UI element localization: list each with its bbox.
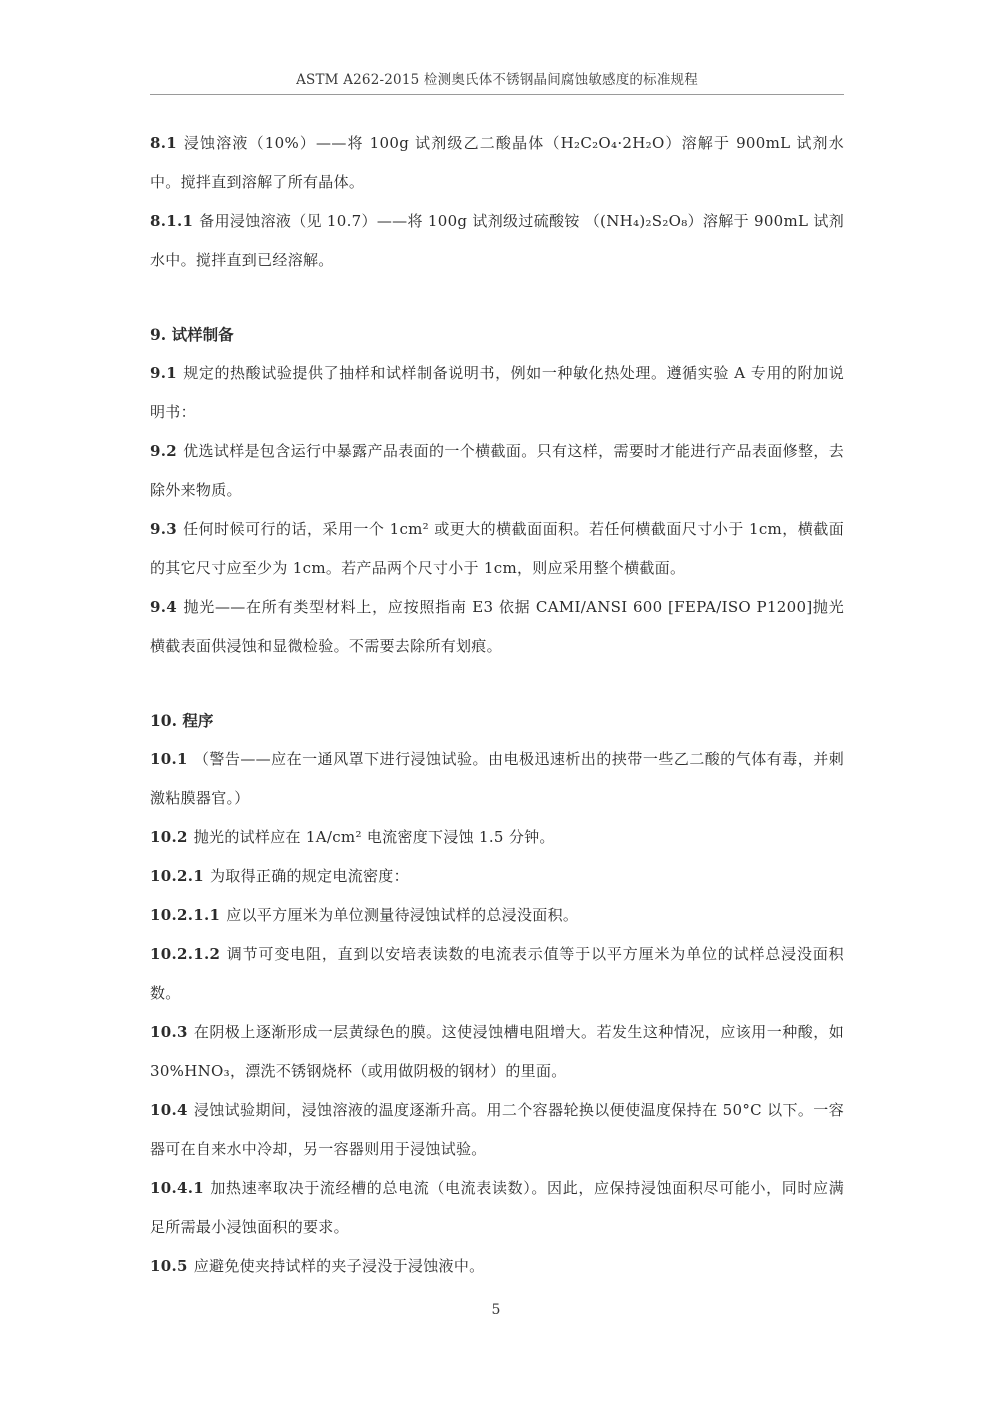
clause-text: 在阴极上逐渐形成一层黄绿色的膜。这使浸蚀槽电阻增大。若发生这种情况，应该用一种酸，如 30%HNO₃，漂洗不锈钢烧杯（或用做阴极的钢材）的里面。 (150, 1023, 844, 1080)
clause-text: 规定的热酸试验提供了抽样和试样制备说明书，例如一种敏化热处理。遵循实验 A 专用的附加说明书： (150, 364, 844, 421)
paragraph-9-4 (150, 588, 844, 666)
clause-text: 调节可变电阻，直到以安培表读数的电流表示值等于以平方厘米为单位的试样总浸没面积数。 (150, 945, 844, 1002)
clause-number: 8.1 (150, 134, 177, 152)
clause-text: 备用浸蚀溶液（见 10.7）——将 100g 试剂级过硫酸铵 （(NH₄)₂S₂O₈）溶解于 900mL 试剂水中。搅拌直到已经溶解。 (150, 212, 844, 269)
clause-text: 浸蚀溶液（10%）——将 100g 试剂级乙二酸晶体（H₂C₂O₄·2H₂O）溶解于 900mL 试剂水中。搅拌直到溶解了所有晶体。 (150, 134, 844, 191)
clause-number: 10.2.1.2 (150, 945, 221, 963)
paragraph-9-3 (150, 510, 844, 588)
clause-number: 10.5 (150, 1257, 188, 1275)
clause-text: （警告——应在一通风罩下进行浸蚀试验。由电极迅速析出的挟带一些乙二酸的气体有毒，并刺激粘膜器官。） (150, 750, 844, 807)
clause-text: 加热速率取决于流经槽的总电流（电流表读数）。因此，应保持浸蚀面积尽可能小，同时应满足所需最小浸蚀面积的要求。 (150, 1179, 844, 1236)
clause-number: 10.4 (150, 1101, 188, 1119)
paragraph-10-2 (150, 818, 844, 857)
clause-text: 抛光的试样应在 1A/cm² 电流密度下浸蚀 1.5 分钟。 (193, 828, 555, 846)
clause-number: 8.1.1 (150, 212, 194, 230)
paragraph-8-1-1 (150, 202, 844, 280)
paragraph-10-2-1 (150, 857, 844, 896)
clause-number: 9.2 (150, 442, 177, 460)
section-heading-9: 9. 试样制备 (150, 325, 234, 344)
document-body (150, 124, 844, 1286)
section-heading-10: 10. 程序 (150, 711, 214, 730)
clause-text: 应以平方厘米为单位测量待浸蚀试样的总浸没面积。 (226, 906, 579, 924)
paragraph-10-4-1 (150, 1169, 844, 1247)
clause-number: 10.1 (150, 750, 188, 768)
clause-number: 10.2.1.1 (150, 906, 221, 924)
paragraph-10-5 (150, 1247, 844, 1286)
clause-number: 10.2.1 (150, 867, 204, 885)
paragraph-10-2-1-2 (150, 935, 844, 1013)
paragraph-9-2 (150, 432, 844, 510)
clause-text: 浸蚀试验期间，浸蚀溶液的温度逐渐升高。用二个容器轮换以便使温度保持在 50°C 以下。一容器可在自来水中冷却，另一容器则用于浸蚀试验。 (150, 1101, 844, 1158)
clause-number: 9.1 (150, 364, 177, 382)
clause-number: 10.2 (150, 828, 188, 846)
paragraph-10-4 (150, 1091, 844, 1169)
clause-text: 任何时候可行的话，采用一个 1cm² 或更大的横截面面积。若任何横截面尺寸小于 1cm，横截面的其它尺寸应至少为 1cm。若产品两个尺寸小于 1cm，则应采用整个横截面。 (150, 520, 844, 577)
paragraph-10-2-1-1 (150, 896, 844, 935)
paragraph-8-1 (150, 124, 844, 202)
paragraph-10-1 (150, 740, 844, 818)
clause-text: 抛光——在所有类型材料上，应按照指南 E3 依据 CAMI/ANSI 600 [FEPA/ISO P1200]抛光横截表面供浸蚀和显微检验。不需要去除所有划痕。 (150, 598, 844, 655)
clause-number: 9.3 (150, 520, 177, 538)
paragraph-10-3 (150, 1013, 844, 1091)
clause-number: 10.4.1 (150, 1179, 204, 1197)
clause-number: 10.3 (150, 1023, 188, 1041)
page-number: 5 (491, 1302, 501, 1318)
clause-text: 为取得正确的规定电流密度： (210, 867, 409, 885)
clause-text: 优选试样是包含运行中暴露产品表面的一个横截面。只有这样，需要时才能进行产品表面修整，去除外来物质。 (150, 442, 844, 499)
clause-text: 应避免使夹持试样的夹子浸没于浸蚀液中。 (193, 1257, 485, 1275)
clause-number: 9.4 (150, 598, 177, 616)
page-header (150, 68, 844, 95)
header-title: ASTM A262-2015 检测奥氏体不锈钢晶间腐蚀敏感度的标准规程 (296, 72, 698, 88)
paragraph-9-1 (150, 354, 844, 432)
